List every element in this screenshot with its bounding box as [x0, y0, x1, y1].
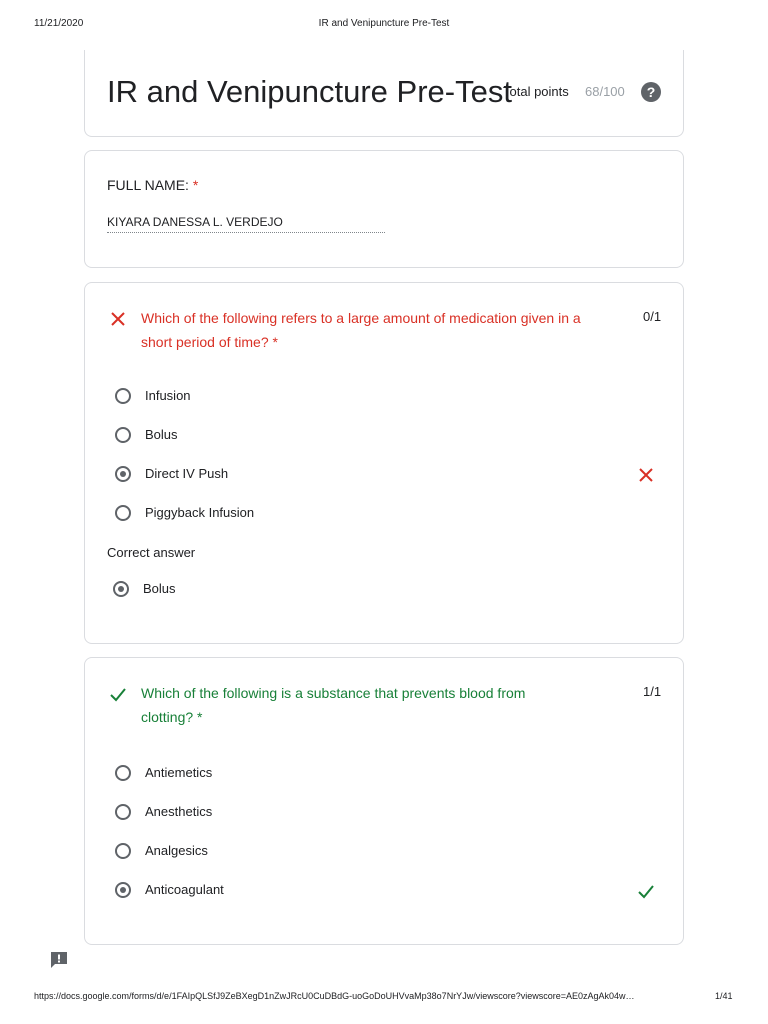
- close-icon: [109, 310, 127, 328]
- full-name-value: KIYARA DANESSA L. VERDEJO: [107, 215, 385, 233]
- question-card: [84, 657, 684, 945]
- radio-button: [115, 388, 131, 404]
- full-name-label: [107, 177, 198, 193]
- check-icon: [637, 882, 655, 900]
- radio-button-selected: [115, 466, 131, 482]
- option-antiemetics: [115, 764, 660, 786]
- option-anticoagulant: [115, 881, 660, 903]
- close-icon: [637, 466, 655, 484]
- page-number: 1/41: [715, 991, 733, 1001]
- option-label: Piggyback Infusion: [145, 505, 255, 520]
- form-title: IR and Venipuncture Pre-Test: [107, 74, 512, 109]
- total-points-label: Total points: [503, 84, 569, 99]
- option-label: Direct IV Push: [145, 466, 229, 481]
- question-text: Which of the following is a substance that prevents blood from clotting? *: [141, 685, 526, 725]
- radio-button: [115, 427, 131, 443]
- option-label: Anticoagulant: [145, 882, 224, 897]
- radio-button: [115, 765, 131, 781]
- option-label: Bolus: [145, 427, 178, 442]
- option-label: Antiemetics: [145, 765, 213, 780]
- required-marker: *: [192, 177, 199, 193]
- question-text: Which of the following refers to a large amount of medication given in a short period of time? *: [141, 310, 581, 350]
- help-icon[interactable]: ?: [641, 82, 661, 102]
- total-points-value: 68/100: [585, 84, 625, 99]
- question-score: 1/1: [643, 684, 662, 699]
- option-label: Infusion: [145, 388, 191, 403]
- correct-answer-option: [113, 580, 658, 602]
- feedback-icon[interactable]: [49, 950, 69, 970]
- question-score: 0/1: [643, 309, 662, 324]
- option-piggyback-infusion: [115, 504, 660, 526]
- option-bolus: [115, 426, 660, 448]
- radio-button: [115, 505, 131, 521]
- form-header-card: [84, 50, 684, 137]
- question-card: [84, 282, 684, 644]
- correct-answer-label: Bolus: [143, 581, 176, 596]
- print-url: https://docs.google.com/forms/d/e/1FAIpQLSfJ9ZeBXegD1nZwJRcU0CuDBdG-uoGoDoUHVvaMp38o7NrYJw/viewscore?viewscore=AE0zAgAk04w…: [34, 991, 635, 1001]
- full-name-label-text: FULL NAME:: [107, 177, 189, 193]
- option-label: Analgesics: [145, 843, 208, 858]
- radio-button: [115, 843, 131, 859]
- full-name-card: [84, 150, 684, 268]
- correct-answer-title: Correct answer: [107, 545, 196, 560]
- radio-button-selected: [115, 882, 131, 898]
- option-infusion: [115, 387, 660, 409]
- radio-button: [115, 804, 131, 820]
- print-date: 11/21/2020: [34, 18, 84, 29]
- check-icon: [109, 685, 127, 703]
- option-anesthetics: [115, 803, 660, 825]
- print-title: IR and Venipuncture Pre-Test: [318, 18, 450, 29]
- option-label: Anesthetics: [145, 804, 213, 819]
- option-analgesics: [115, 842, 660, 864]
- option-direct-iv-push: [115, 465, 660, 487]
- radio-button-selected: [113, 581, 129, 597]
